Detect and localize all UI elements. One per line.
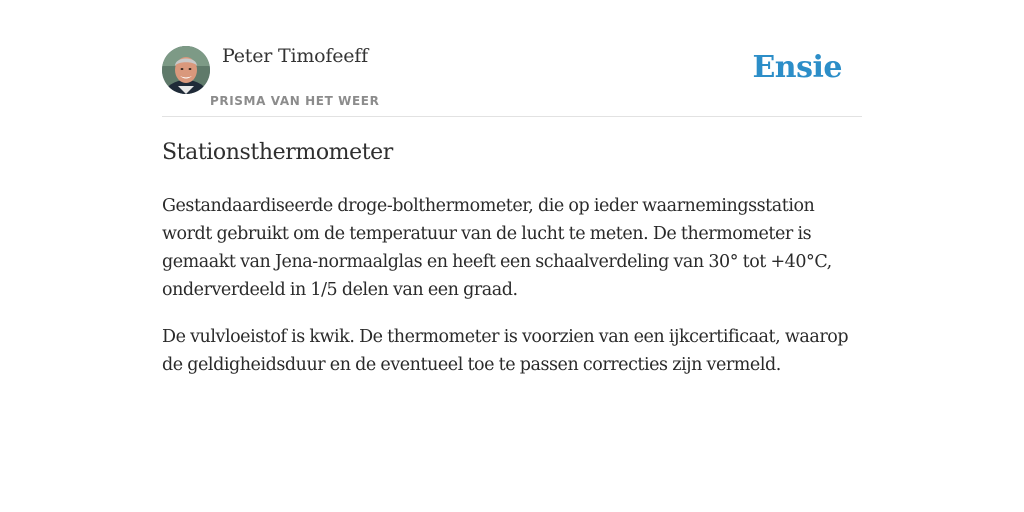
article-paragraph: Gestandaardiseerde droge-bolthermometer, die op ieder waarnemingsstation wordt gebruikt om de temperatuur van de lucht te meten. De thermometer is gemaakt van Jena-normaalglas en heeft een schaalverdeling van 30° tot +40°C, onderverdeeld in 1/5 delen van een graad. — [162, 196, 832, 300]
brand-logo[interactable]: Ensie — [752, 50, 842, 85]
page-container — [162, 0, 862, 512]
author-name[interactable]: Peter Timofeeff — [222, 45, 368, 67]
header — [162, 0, 862, 117]
article-title: Stationsthermometer — [162, 140, 393, 165]
avatar-photo-icon — [162, 46, 210, 94]
article-body — [162, 192, 862, 398]
author-avatar[interactable] — [162, 46, 210, 94]
publication-name[interactable]: PRISMA VAN HET WEER — [210, 94, 380, 108]
article-paragraph: De vulvloeistof is kwik. De thermometer is voorzien van een ijkcertificaat, waarop de geldigheidsduur en de eventueel toe te passen correcties zijn vermeld. — [162, 327, 849, 375]
